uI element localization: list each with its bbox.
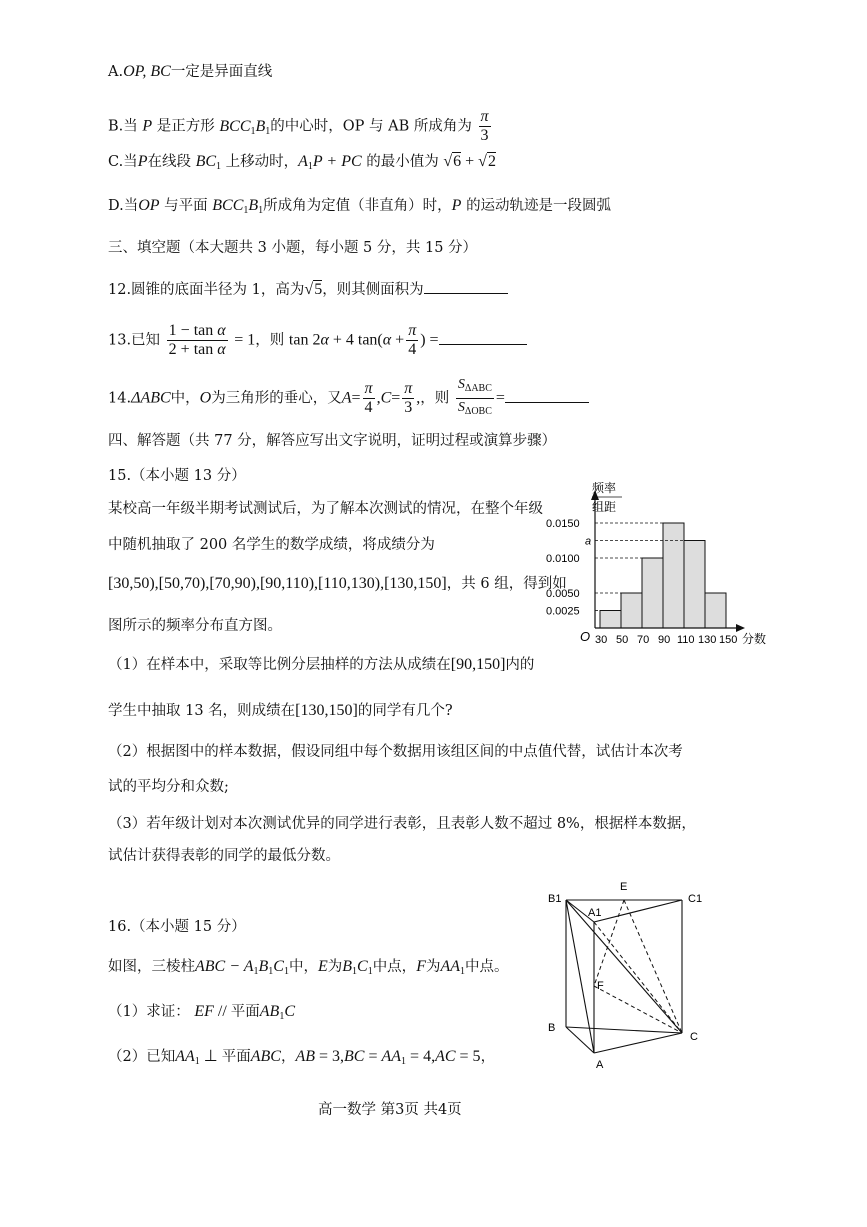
q15-sub1-line2: 学生中抽取 13 名，则成绩在[130,150]的同学有几个? <box>108 702 453 719</box>
q15-sub3-line2: 试估计获得表彰的同学的最低分数。 <box>108 848 340 864</box>
q12: 12.圆锥的底面半径为 1，高为√5，则其侧面积为 <box>108 280 508 300</box>
histogram-bar-30-50 <box>600 611 621 629</box>
x-tick-label: 70 <box>637 634 650 646</box>
x-tick-label: 90 <box>658 634 671 646</box>
q15-paragraph-line3: [30,50),[50,70),[70,90),[90,110),[110,130),[130,150]，共 6 组，得到如 <box>108 575 567 592</box>
x-axis-label: 分数 <box>742 632 767 646</box>
label-e: E <box>620 881 628 893</box>
q15-header: 15.（本小题 13 分） <box>108 468 246 484</box>
q11-option-c: C.当P在线段 $BC_1$ 上移动时，$A_1P$ + PC 的最小值为 √6 + √2 <box>108 153 496 172</box>
q15-paragraph-line4: 图所示的频率分布直方图。 <box>108 618 282 634</box>
q16-sub2: （2）已知$AA_1$ ⊥ 平面ABC，AB = $3,BC = AA_1 = 4,AC = 5$， <box>108 1048 496 1067</box>
label-b1: B1 <box>548 893 562 905</box>
histogram-bar-70-90 <box>642 558 663 628</box>
label-c: C <box>690 1031 698 1043</box>
x-tick-label: 50 <box>616 634 629 646</box>
frequency-histogram <box>540 478 780 653</box>
x-tick-label: 110 <box>677 634 695 646</box>
q15-sub3-line1: （3）若年级计划对本次测试优异的同学进行表彰，且表彰人数不超过 8%，根据样本数据， <box>108 816 696 832</box>
q15-sub2-line2: 试的平均分和众数; <box>108 779 229 795</box>
histogram-bar-110-130 <box>684 541 705 629</box>
y-label-top: 频率 <box>592 481 617 495</box>
q15-sub2-line1: （2）根据图中的样本数据，假设同组中每个数据用该组区间的中点值代替，试估计本次考 <box>108 744 683 760</box>
y-tick-label-a: a <box>585 535 592 548</box>
section-4-title: 四、解答题（共 77 分，解答应写出文字说明，证明过程或演算步骤） <box>108 433 557 449</box>
y-tick-label: 0.0100 <box>546 553 580 565</box>
section-3-title: 三、填空题（本大题共 3 小题，每小题 5 分，共 15 分） <box>108 240 478 256</box>
q15-paragraph-line2: 中随机抽取了 200 名学生的数学成绩，将成绩分为 <box>108 537 435 553</box>
y-label-bottom: 组距 <box>592 500 617 514</box>
q11-option-a: A.OP, BC一定是异面直线 <box>108 63 273 80</box>
q16-paragraph: 如图，三棱柱ABC − $A_1B_1C_1$中，E为$B_1C_1$中点，F为$AA_1$中点。 <box>108 958 509 977</box>
x-tick-label: 150 <box>719 634 738 646</box>
histogram-bar-50-70 <box>621 593 642 628</box>
q16-sub1: （1）求证： EF // 平面$AB_1C$ <box>108 1003 295 1022</box>
prism-figure <box>540 876 720 1076</box>
label-b: B <box>548 1022 556 1034</box>
q11-option-b: B.当 P 是正方形 $BCC_1B_1$的中心时，OP 与 AB 所成角为 $\frac{\pi}{3}$ <box>108 108 489 144</box>
x-tick-label: 30 <box>595 634 608 646</box>
label-c1: C1 <box>688 893 703 905</box>
q13: 13.已知 $\frac{\text{1 − tan α}}{\text{2 + tan α}}$ = 1，则 tan 2α + 4 tan(α + $\frac{\pi}{4}$ ) = <box>108 322 527 359</box>
q16-header: 16.（本小题 15 分） <box>108 919 246 935</box>
page-footer: 高一数学 第3页 共4页 <box>318 1102 462 1118</box>
histogram-bar-90-110 <box>663 523 684 628</box>
q15-sub1-line1: （1）在样本中，采取等比例分层抽样的方法从成绩在[90,150]内的 <box>108 656 535 673</box>
q14: 14.ΔABC中，O为三角形的垂心，又A= $\frac{\pi}{4}$ ,C= $\frac{\pi}{3}$ ,，则 $\frac{S_{\Delta ABC}}{S_{\Delta OBC}}$ = <box>108 376 589 421</box>
q15-paragraph-line1: 某校高一年级半期考试测试后，为了解本次测试的情况，在整个年级 <box>108 501 543 517</box>
y-tick-label: 0.0150 <box>546 518 580 530</box>
label-f: F <box>597 980 604 992</box>
y-tick-label: 0.0025 <box>546 605 580 618</box>
label-a: A <box>596 1059 604 1071</box>
label-a1: A1 <box>588 907 602 919</box>
histogram-bar-130-150 <box>705 593 726 628</box>
q11-option-d: D.当OP 与平面 $BCC_1B_1$所成角为定值（非直角）时，P 的运动轨迹是一段圆弧 <box>108 197 612 216</box>
x-tick-label: 130 <box>698 634 717 646</box>
y-tick-label: 0.0050 <box>546 588 580 600</box>
x-axis-arrow <box>736 624 745 632</box>
origin-label: O <box>580 629 591 644</box>
